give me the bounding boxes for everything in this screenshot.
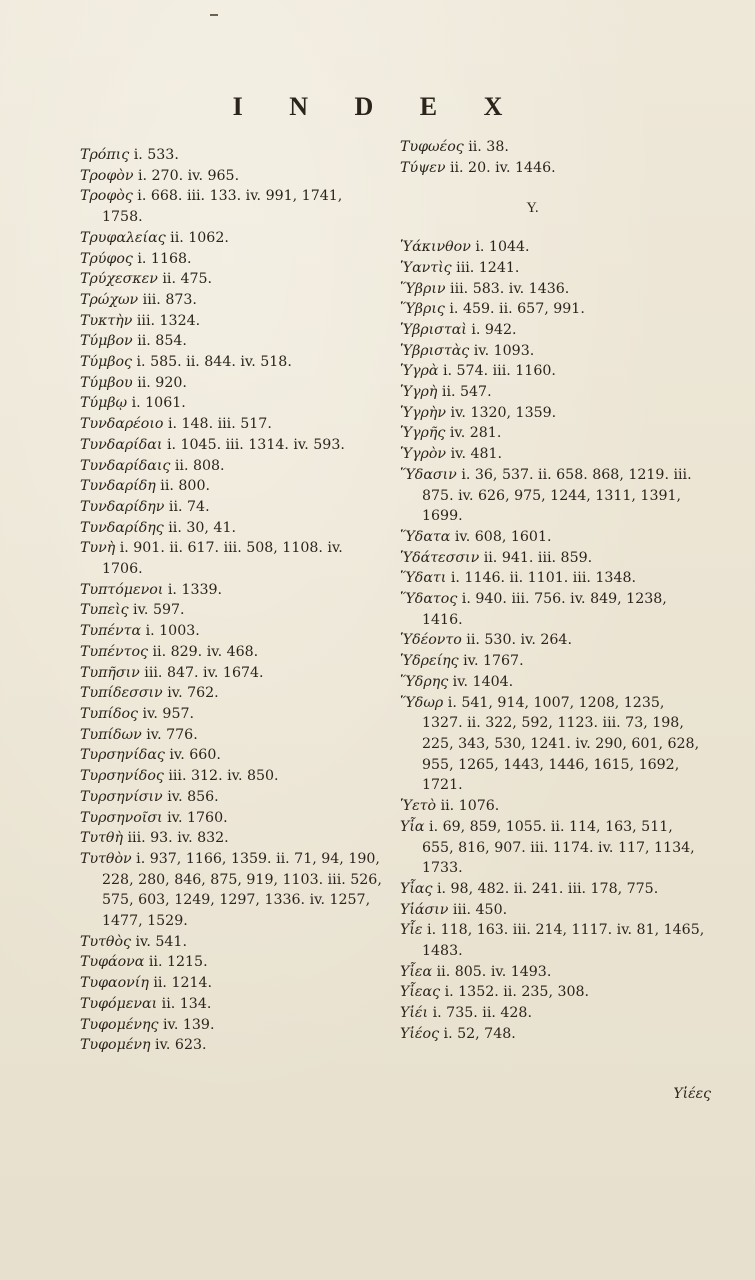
index-entry — [80, 373, 385, 394]
index-entry — [80, 311, 385, 332]
references: iv. 608, 1601. — [450, 528, 552, 545]
index-entry — [400, 341, 705, 362]
headword: Τρυφαλείας — [80, 229, 166, 246]
index-entry — [80, 952, 385, 973]
section-heading: Υ. — [526, 200, 539, 217]
index-entry — [80, 808, 385, 829]
references: ii. 920. — [132, 374, 187, 391]
index-entry — [80, 849, 385, 932]
references: i. 940. iii. 756. iv. 849, 1238, 1416. — [422, 591, 667, 628]
references: i. 1045. iii. 1314. iv. 593. — [162, 436, 345, 453]
headword: Τύμβου — [80, 374, 133, 391]
headword: Ὕβρις — [400, 301, 445, 318]
headword: Ὑβριστὰς — [400, 342, 470, 359]
headword: Υἷας — [400, 880, 433, 897]
index-entry — [400, 589, 705, 630]
headword: Τυρσηνοῖσι — [80, 809, 163, 826]
headword: Υἱέος — [400, 1025, 440, 1042]
index-entry — [80, 331, 385, 352]
index-entry — [400, 137, 705, 158]
headword: Υἷεας — [400, 984, 441, 1001]
headword: Τύμβος — [80, 354, 132, 371]
references: iv. 139. — [158, 1016, 215, 1033]
index-entry — [80, 973, 385, 994]
index-entry — [400, 320, 705, 341]
index-entry — [400, 879, 705, 900]
references: iii. 847. iv. 1674. — [139, 664, 264, 681]
headword: Ὑδρείης — [400, 653, 459, 670]
headword: Ὕδατα — [400, 528, 451, 545]
index-entry — [80, 725, 385, 746]
headword: Τυνδαρίδη — [80, 478, 156, 495]
index-entry — [80, 704, 385, 725]
headword: Ὕδατι — [400, 570, 447, 587]
references: iv. 541. — [130, 933, 187, 950]
references: iv. 1093. — [469, 342, 535, 359]
references: ii. 134. — [157, 995, 212, 1012]
headword: Τυφομένης — [80, 1016, 159, 1033]
references: ii. 547. — [437, 384, 492, 401]
index-entry — [400, 527, 705, 548]
references: iv. 856. — [162, 788, 219, 805]
index-entry — [80, 476, 385, 497]
headword: Τυφάονα — [80, 954, 145, 971]
index-entry — [400, 920, 705, 961]
references: iv. 597. — [128, 602, 185, 619]
headword: Τύμβον — [80, 333, 133, 350]
headword: Ὑγρὴν — [400, 404, 447, 421]
headword: Τυνδαρίδης — [80, 519, 164, 536]
references: i. 118, 163. iii. 214, 1117. iv. 81, 1465, 1483. — [422, 922, 705, 960]
headword: Υἷα — [400, 818, 425, 835]
references: i. 668. iii. 133. iv. 991, 1741, 1758. — [102, 188, 343, 226]
index-entry — [80, 352, 385, 373]
index-entry — [400, 982, 705, 1003]
references: i. 942. — [466, 321, 517, 338]
references: ii. 30, 41. — [163, 519, 236, 536]
catchword: Υἱέες — [673, 1086, 711, 1102]
references: iii. 450. — [448, 901, 508, 918]
headword: Υἱέι — [400, 1005, 429, 1022]
references: i. 98, 482. ii. 241. iii. 178, 775. — [432, 880, 659, 897]
headword: Ὑβρισταὶ — [400, 321, 467, 338]
headword: Τυπέντα — [80, 623, 142, 640]
index-entry — [400, 962, 705, 983]
headword: Τυπίδεσσιν — [80, 685, 163, 702]
index-entry — [80, 683, 385, 704]
index-entry — [80, 580, 385, 601]
references: ii. 829. iv. 468. — [148, 643, 259, 660]
references: iii. 873. — [138, 291, 197, 308]
index-entry — [80, 228, 385, 249]
headword: Τυφαονίη — [80, 975, 149, 992]
index-entry — [400, 548, 705, 569]
references: ii. 1215. — [144, 954, 208, 971]
headword: Υἱάσιν — [400, 901, 449, 918]
index-entry — [80, 518, 385, 539]
references: ii. 941. iii. 859. — [479, 549, 593, 566]
references: iv. 623. — [150, 1037, 207, 1054]
references: iv. 1760. — [162, 809, 228, 826]
headword: Τροφὸν — [80, 167, 134, 184]
headword: Τυτθὸς — [80, 933, 131, 950]
references: i. 1061. — [127, 395, 186, 412]
references: iv. 1320, 1359. — [446, 404, 557, 421]
references: ii. 530. iv. 264. — [461, 632, 572, 649]
index-entry — [80, 186, 385, 227]
references: ii. 38. — [463, 139, 509, 155]
references: i. 69, 859, 1055. ii. 114, 163, 511, 655, 816, 907. iii. 1174. iv. 117, 1134, 1733. — [422, 818, 695, 877]
references: iii. 583. iv. 1436. — [445, 280, 570, 297]
references: i. 533. — [129, 147, 179, 163]
references: i. 459. ii. 657, 991. — [444, 301, 585, 318]
headword: Τυπέντος — [80, 643, 148, 660]
index-entry — [400, 465, 705, 527]
headword: Τυφόμεναι — [80, 995, 158, 1012]
index-entry — [400, 403, 705, 424]
headword: Ὕδρης — [400, 673, 449, 690]
references: i. 735. ii. 428. — [428, 1005, 532, 1022]
references: iii. 1241. — [451, 259, 520, 276]
headword: Ὕδατος — [400, 591, 458, 608]
index-entry — [400, 672, 705, 693]
references: i. 1352. ii. 235, 308. — [440, 984, 590, 1001]
references: i. 1339. — [163, 581, 223, 598]
headword: Υἷε — [400, 922, 423, 939]
headword: Τυρσηνίσιν — [80, 788, 163, 805]
headword: Ὑγρὸν — [400, 446, 447, 463]
index-entry — [80, 1035, 385, 1056]
index-entry — [80, 621, 385, 642]
references: ii. 805. iv. 1493. — [432, 963, 552, 980]
references: ii. 1062. — [165, 229, 229, 246]
index-entry — [80, 456, 385, 477]
references: i. 901. ii. 617. iii. 508, 1108. iv. 1706. — [102, 540, 343, 578]
index-entry — [80, 166, 385, 187]
references: i. 1168. — [132, 250, 192, 267]
headword: Ὕδασιν — [400, 466, 457, 483]
references: iv. 1767. — [458, 653, 524, 670]
index-entry — [80, 290, 385, 311]
references: ii. 854. — [132, 333, 187, 350]
headword: Τυφομένη — [80, 1037, 151, 1054]
headword: Ὕδωρ — [400, 694, 444, 711]
index-entry — [80, 538, 385, 579]
references: ii. 20. iv. 1446. — [445, 159, 556, 176]
index-entry — [400, 1003, 705, 1024]
headword: Ὑγρὰ — [400, 363, 439, 380]
index-entry — [400, 444, 705, 465]
headword: Τρύχεσκεν — [80, 271, 158, 288]
index-entry — [80, 145, 385, 166]
index-entry — [80, 497, 385, 518]
headword: Ὑγρῆς — [400, 425, 446, 442]
headword: Τύψεν — [400, 159, 446, 176]
headword: Ὑάκινθον — [400, 239, 471, 256]
index-entry — [80, 642, 385, 663]
references: i. 36, 537. ii. 658. 868, 1219. iii. 875. iv. 626, 975, 1244, 1311, 1391, 1699. — [422, 466, 692, 525]
index-entry — [80, 414, 385, 435]
headword: Τροφὸς — [80, 188, 133, 205]
headword: Τυνδαρίδαις — [80, 457, 171, 474]
references: iv. 957. — [138, 705, 195, 722]
headword: Τυρσηνίδας — [80, 747, 165, 764]
headword: Υἷεα — [400, 963, 433, 980]
references: ii. 1076. — [436, 798, 500, 815]
index-entry — [400, 651, 705, 672]
index-entry — [80, 932, 385, 953]
headword: Ὑετὸ — [400, 798, 437, 815]
headword: Τρόπις — [80, 147, 130, 163]
index-entry — [400, 237, 705, 258]
references: i. 52, 748. — [439, 1025, 516, 1042]
left-column — [80, 145, 385, 1056]
references: i. 148. iii. 517. — [163, 416, 272, 433]
index-entry — [400, 279, 705, 300]
index-entry — [80, 393, 385, 414]
index-entry — [80, 249, 385, 270]
index-entry — [400, 258, 705, 279]
references: i. 1003. — [141, 623, 200, 640]
index-entry — [400, 361, 705, 382]
index-entry — [400, 817, 705, 879]
page-title: I N D E X — [232, 92, 523, 121]
headword: Τυνὴ — [80, 540, 116, 557]
headword: Τυρσηνίδος — [80, 768, 164, 785]
headword: Τυτθὴ — [80, 830, 123, 847]
references: iv. 1404. — [448, 673, 514, 690]
headword: Ὑδάτεσσιν — [400, 549, 480, 566]
headword: Τύμβῳ — [80, 395, 128, 412]
index-entry — [80, 269, 385, 290]
index-entry — [400, 1024, 705, 1045]
references: iii. 1324. — [132, 312, 201, 329]
references: i. 270. iv. 965. — [133, 167, 240, 184]
headword: Τρώχων — [80, 291, 139, 308]
index-entry — [400, 796, 705, 817]
references: iii. 312. iv. 850. — [163, 768, 279, 785]
index-entry — [400, 382, 705, 403]
index-entry — [80, 435, 385, 456]
headword: Τυπτόμενοι — [80, 581, 164, 598]
references: iv. 776. — [141, 726, 198, 743]
headword: Τυπεὶς — [80, 602, 129, 619]
references: ii. 74. — [164, 498, 210, 515]
references: ii. 800. — [155, 478, 210, 495]
index-entry — [80, 663, 385, 684]
references: iv. 762. — [162, 685, 219, 702]
index-entry — [400, 158, 705, 179]
headword: Ὑαντὶς — [400, 259, 452, 276]
headword: Τυφωέος — [400, 139, 464, 155]
headword: Τυνδαρέοιο — [80, 416, 164, 433]
references: i. 541, 914, 1007, 1208, 1235, 1327. ii. 322, 592, 1123. iii. 73, 198, 225, 343, 530, 1241. iv. 290, 601, 628, 955, 1265, 1443, 1446, 1615, 1692, 1721. — [422, 694, 700, 794]
index-entry — [400, 693, 705, 797]
right-column — [400, 137, 705, 1045]
references: ii. 475. — [157, 271, 213, 288]
index-entry — [400, 630, 705, 651]
references: iv. 481. — [446, 446, 503, 463]
references: ii. 808. — [170, 457, 225, 474]
headword: Τρύφος — [80, 250, 133, 267]
references: i. 937, 1166, 1359. ii. 71, 94, 190, 228, 280, 846, 875, 919, 1103. iii. 526, 575, 603, 1249, 1297, 1336. iv. 1257, 1477, 1529. — [102, 850, 382, 930]
headword: Τυνδαρίδαι — [80, 436, 163, 453]
headword: Τυπίδων — [80, 726, 142, 743]
headword: Ὕβριν — [400, 280, 446, 297]
references: i. 574. iii. 1160. — [438, 363, 556, 380]
headword: Τυτθὸν — [80, 850, 132, 867]
references: i. 1044. — [470, 239, 530, 256]
headword: Τυνδαρίδην — [80, 498, 165, 515]
index-entry — [80, 994, 385, 1015]
references: iii. 93. iv. 832. — [122, 830, 229, 847]
references: iv. 281. — [445, 425, 502, 442]
headword: Τυπῆσιν — [80, 664, 140, 681]
index-entry — [400, 900, 705, 921]
index-entry — [400, 423, 705, 444]
index-entry — [80, 1015, 385, 1036]
index-entry — [400, 568, 705, 589]
headword: Ὑγρὴ — [400, 384, 438, 401]
index-entry — [80, 745, 385, 766]
index-entry — [80, 600, 385, 621]
index-entry — [80, 766, 385, 787]
headword: Ὑδέοντο — [400, 632, 462, 649]
headword: Τυκτὴν — [80, 312, 133, 329]
headword: Τυπίδος — [80, 705, 139, 722]
references: i. 1146. ii. 1101. iii. 1348. — [446, 570, 637, 587]
index-entry — [80, 787, 385, 808]
printer-mark — [210, 14, 218, 16]
references: iv. 660. — [164, 747, 221, 764]
index-entry — [400, 299, 705, 320]
references: ii. 1214. — [148, 975, 213, 992]
index-entry — [80, 828, 385, 849]
references: i. 585. ii. 844. iv. 518. — [132, 354, 292, 371]
